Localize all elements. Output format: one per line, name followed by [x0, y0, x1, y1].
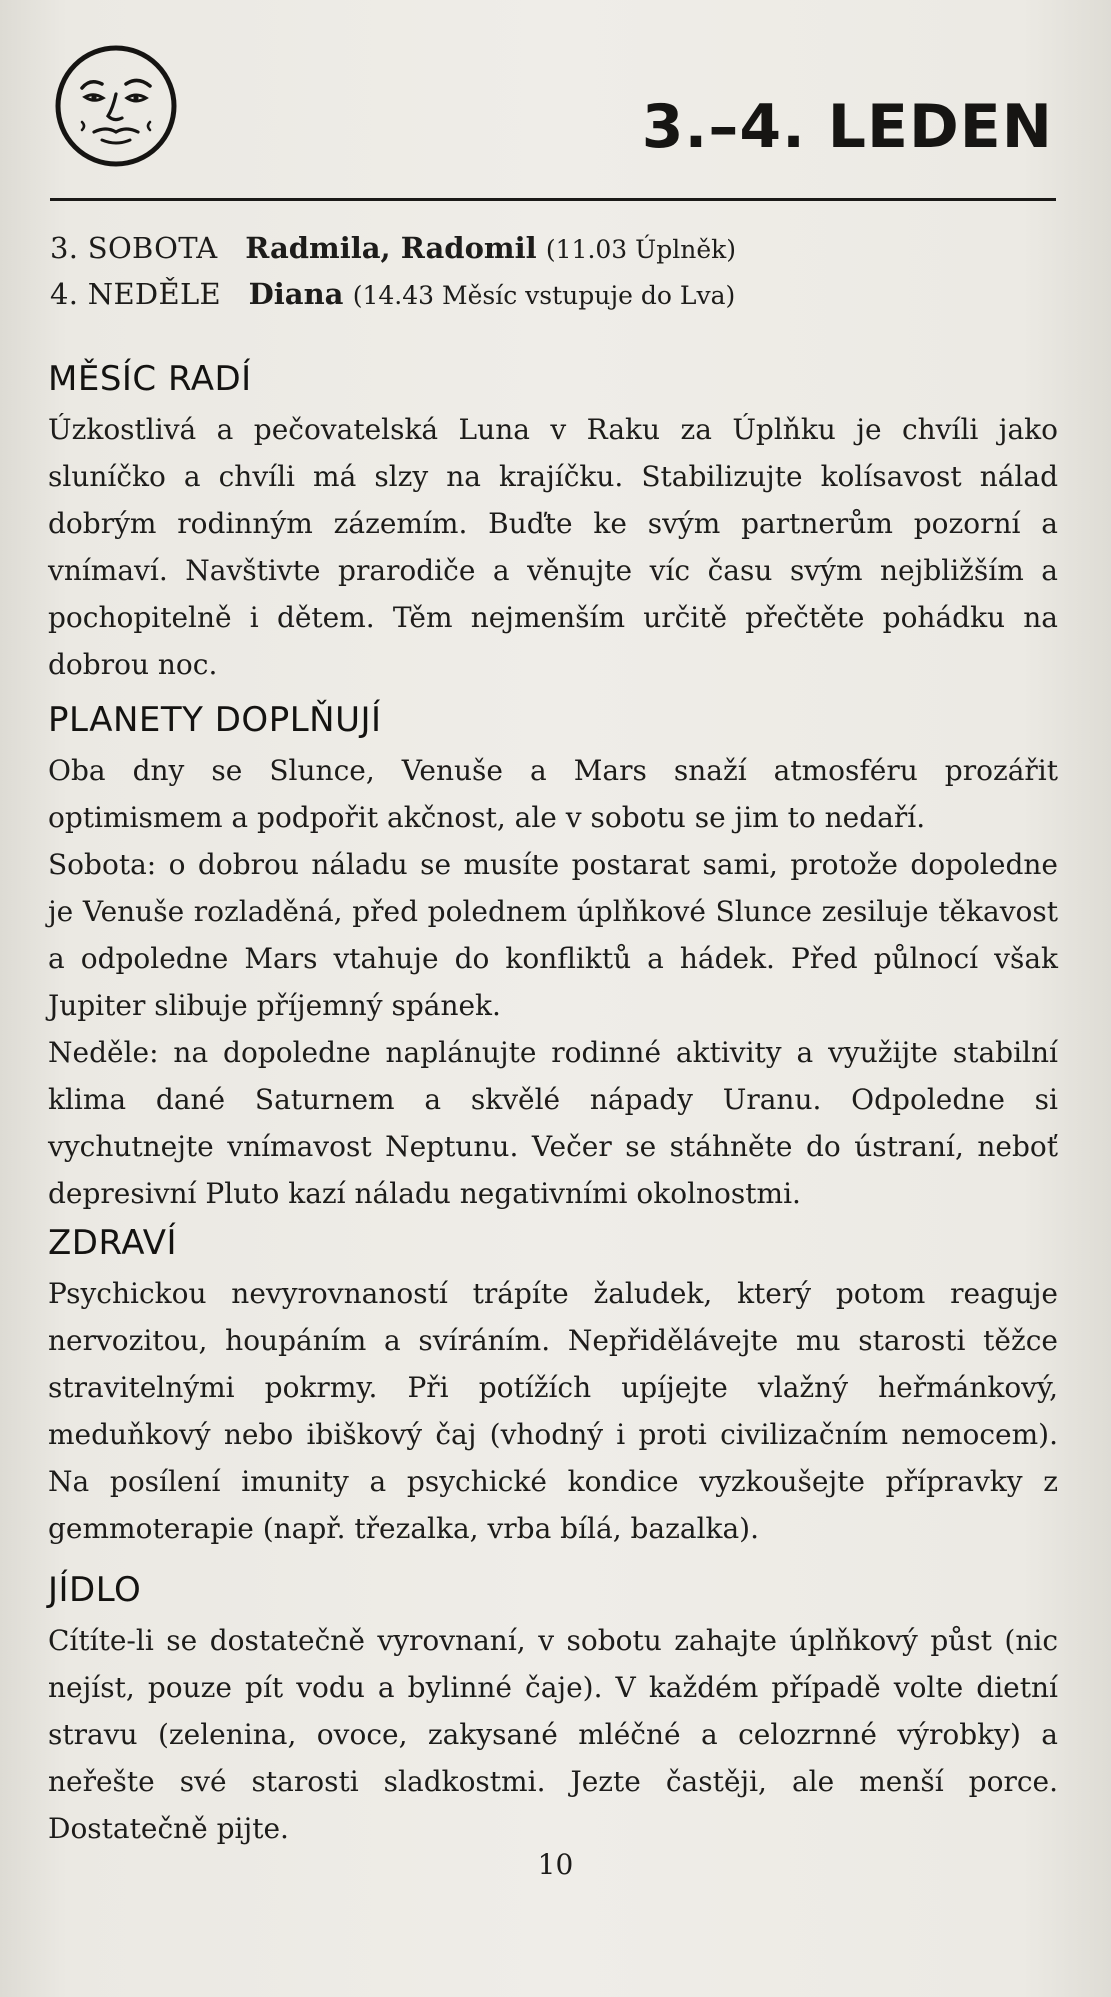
name-day: Diana: [248, 277, 344, 311]
header-divider: [50, 198, 1056, 201]
section-paragraph: Oba dny se Slunce, Venuše a Mars snaží atmosféru prozářit optimismem a podpořit akčnost, ale v sobotu se jim to nedaří.: [48, 754, 1058, 834]
page-number: 10: [537, 1848, 574, 1881]
moon-note: (14.43 Měsíc vstupuje do Lva): [352, 281, 736, 310]
section-heading: ZDRAVÍ: [48, 1223, 178, 1263]
section-heading: PLANETY DOPLŇUJÍ: [48, 700, 382, 740]
day-label: 3. SOBOTA: [50, 231, 218, 265]
day-entry-saturday: [50, 226, 1060, 272]
day-label: 4. NEDĚLE: [50, 277, 221, 311]
section-text: Cítíte-li se dostatečně vyrovnaní, v sobotu zahajte úplňkový půst (nic nejíst, pouze pít vodu a bylinné čaje). V každém případě volte dietní stravu (zelenina, ovoce, zakysané mléčné a celozrnné výrobky) a neřešte své starosti sladkostmi. Jezte častěji, ale menší porce. Dostatečně pijte.: [48, 1624, 1058, 1845]
day-list: [50, 226, 1060, 318]
name-day: Radmila, Radomil: [245, 231, 537, 265]
section-jidlo: [48, 1567, 1058, 1852]
section-mesic-radi: [48, 356, 1058, 688]
section-paragraph: Neděle: na dopoledne naplánujte rodinné aktivity a využijte stabilní klima dané Saturnem a skvělé nápady Uranu. Odpoledne si vychutnejte vnímavost Neptunu. Večer se stáhněte do ústraní, neboť depresivní Pluto kazí náladu negativními okolnostmi.: [48, 1036, 1058, 1210]
section-zdravi: [48, 1220, 1058, 1552]
page-title: 3.–4. LEDEN: [641, 92, 1053, 162]
moon-face-icon: [52, 42, 180, 170]
section-text: Psychickou nevyrovnaností trápíte žaludek, který potom reaguje nervozitou, houpáním a svíráním. Nepřidělávejte mu starosti těžce stravitelnými pokrmy. Při potížích upíjejte vlažný heřmánkový, meduňkový nebo ibiškový čaj (vhodný i proti civilizačním nemocem). Na posílení imunity a psychické kondice vyzkoušejte přípravky z gemmoterapie (např. třezalka, vrba bílá, bazalka).: [48, 1277, 1058, 1545]
day-entry-sunday: [50, 272, 1060, 318]
section-heading: JÍDLO: [48, 1570, 142, 1610]
section-paragraph: Sobota: o dobrou náladu se musíte postarat sami, protože dopoledne je Venuše rozladěná, před polednem úplňkové Slunce zesiluje těkavost a odpoledne Mars vtahuje do konfliktů a hádek. Před půlnocí však Jupiter slibuje příjemný spánek.: [48, 848, 1058, 1022]
moon-note: (11.03 Úplněk): [545, 235, 737, 264]
section-planety-doplnuji: [48, 697, 1058, 1217]
section-heading: MĚSÍC RADÍ: [48, 359, 252, 399]
section-text: Úzkostlivá a pečovatelská Luna v Raku za Úplňku je chvíli jako sluníčko a chvíli má slzy na krajíčku. Stabilizujte kolísavost nálad dobrým rodinným zázemím. Buďte ke svým partnerům pozorní a vnímaví. Navštivte prarodiče a věnujte víc času svým nejbližším a pochopitelně i dětem. Těm nejmenším určitě přečtěte pohádku na dobrou noc.: [48, 413, 1058, 681]
